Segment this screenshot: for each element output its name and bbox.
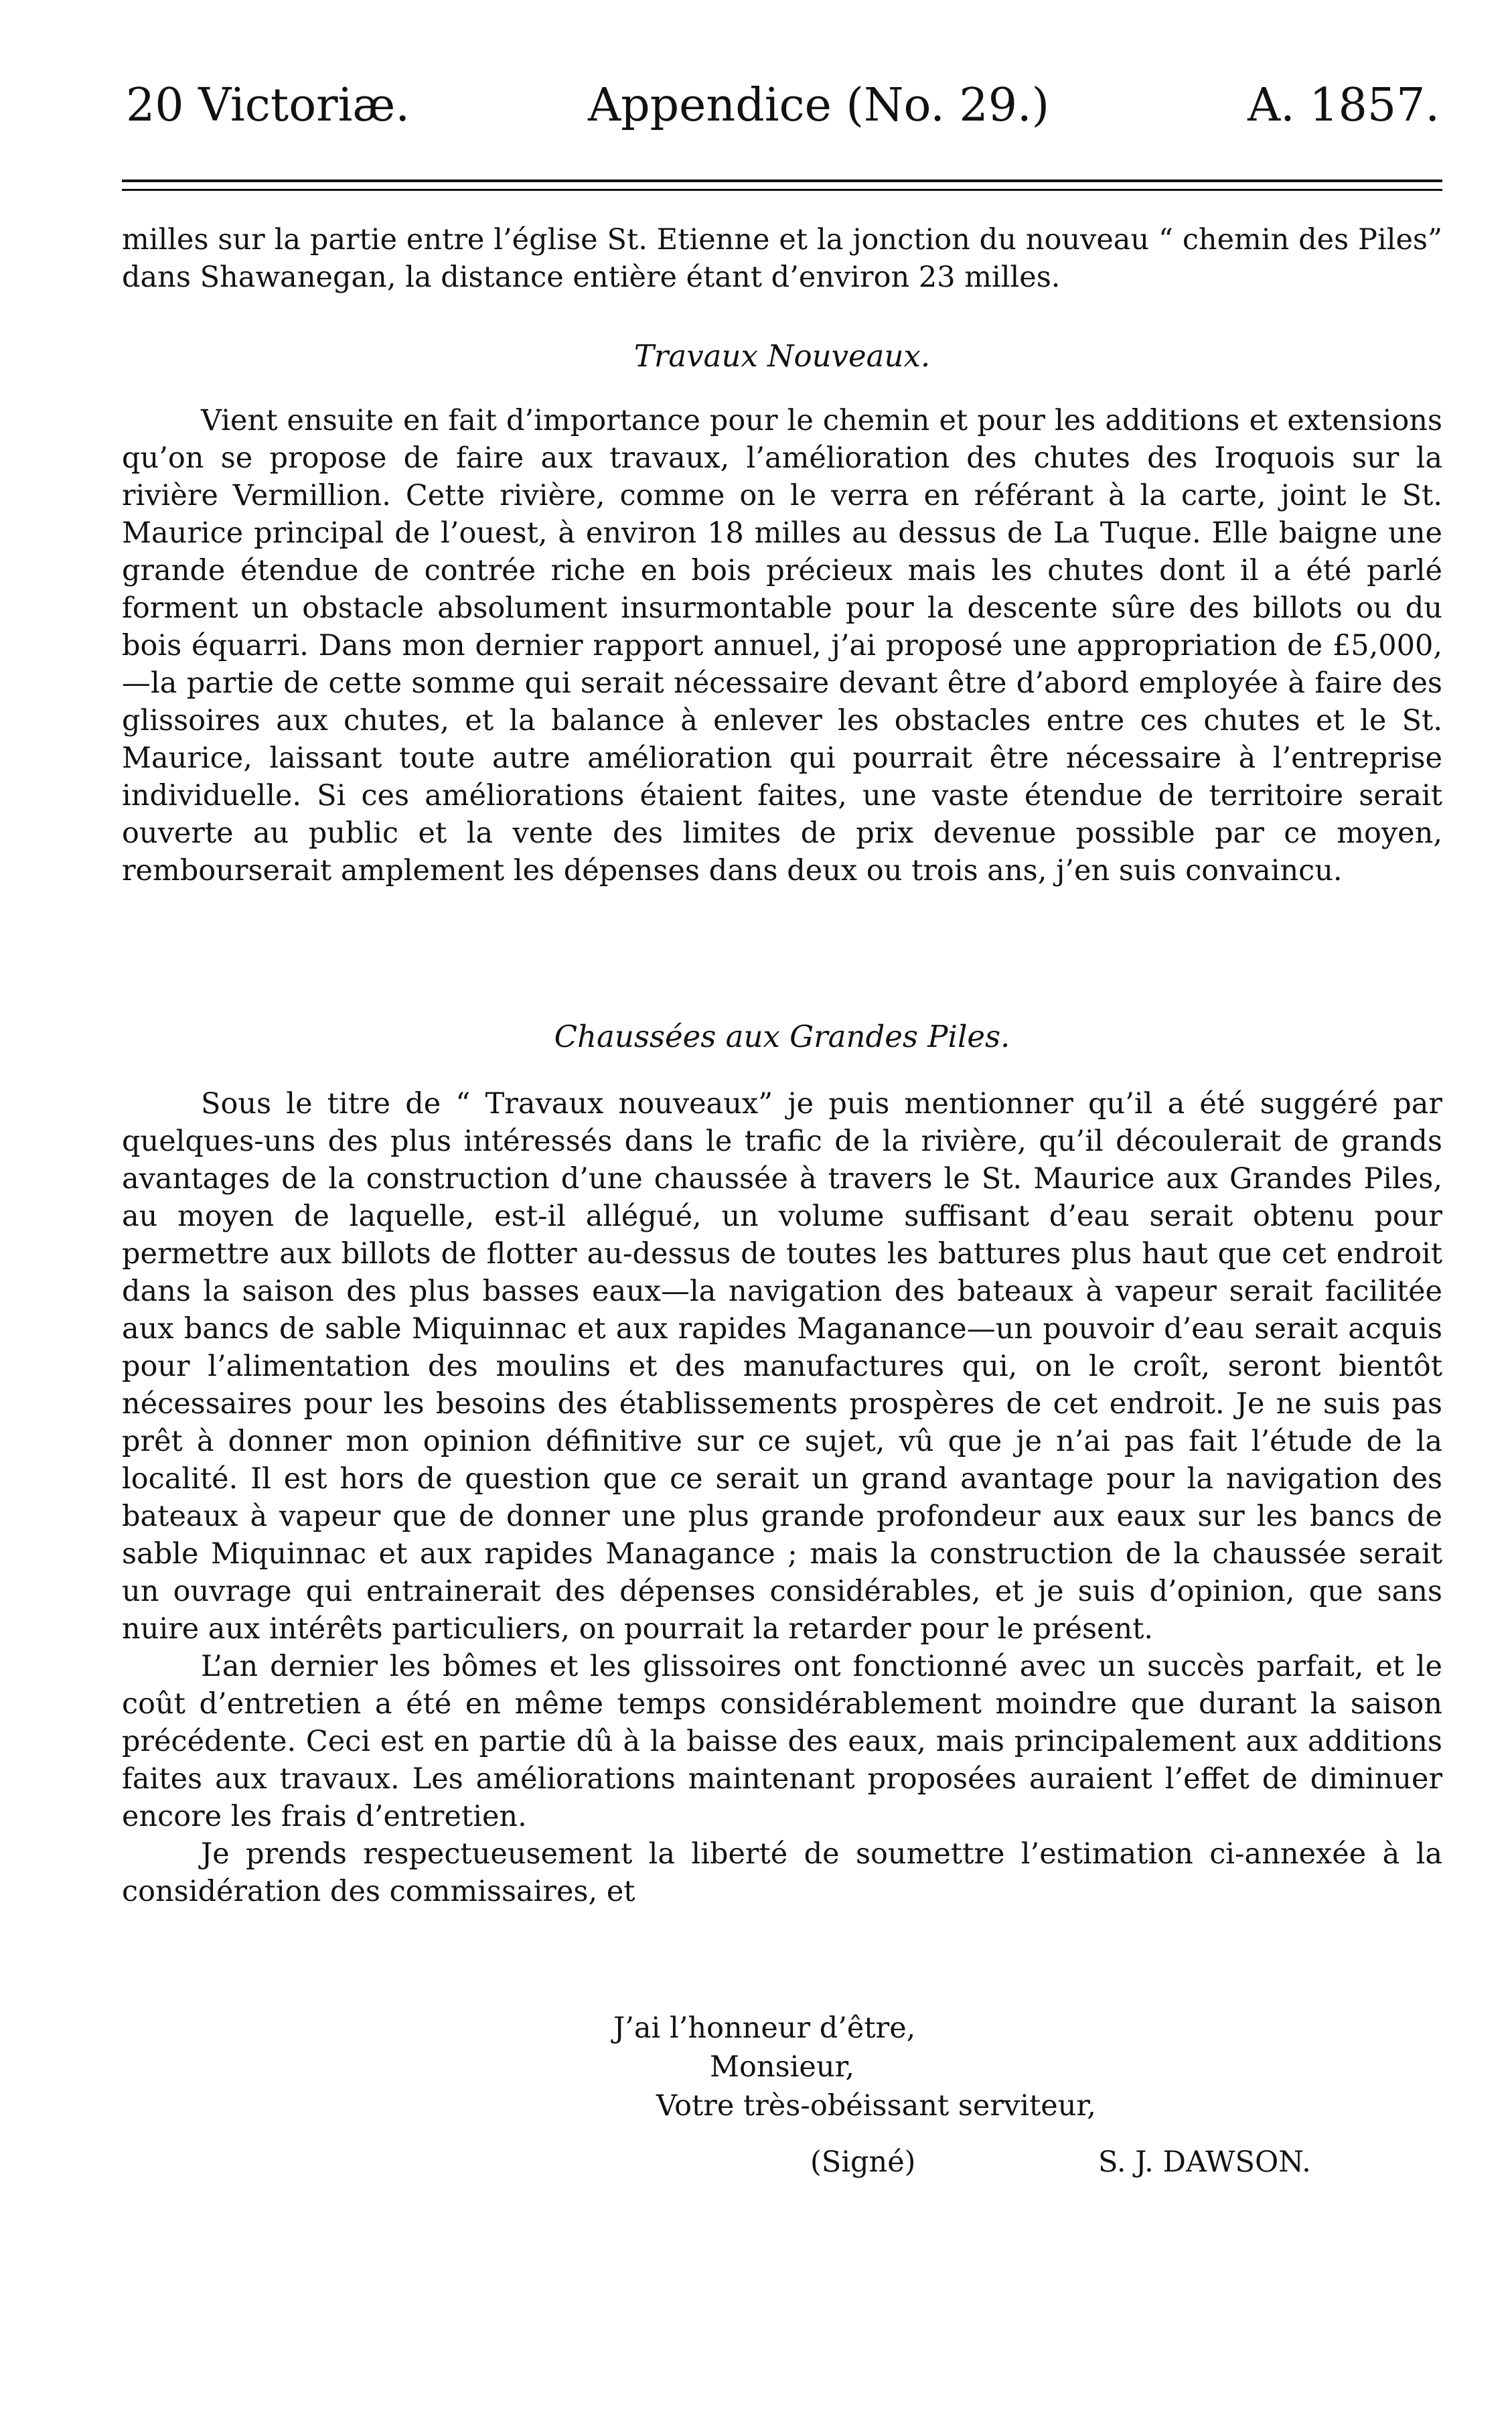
closing-servant-line: Votre très-obéissant serviteur, bbox=[656, 2089, 1096, 2123]
signed-label: (Signé) bbox=[810, 2145, 916, 2179]
running-header bbox=[126, 72, 1440, 139]
intro-paragraph: milles sur la partie entre l’église St. Etienne et la jonction du nouveau “ chemin des Piles” dans Shawanegan, la distance entière étant d’environ 23 milles. bbox=[122, 223, 1442, 294]
signatory-name: S. J. DAWSON. bbox=[1098, 2145, 1311, 2179]
header-appendix-number: Appendice (No. 29.) bbox=[588, 79, 1050, 132]
paragraph-estimation: Je prends respectueusement la liberté de soumettre l’estimation ci-annexée à la considération des commissaires, et bbox=[122, 1837, 1442, 1908]
header-year: A. 1857. bbox=[1247, 79, 1440, 132]
section-travaux-nouveaux bbox=[122, 402, 1442, 890]
paragraph-bomes-glissoires: L’an dernier les bômes et les glissoires ont fonctionné avec un succès parfait, et le coût d’entretien a été en même temps considérablement moindre que durant la saison précédente. Ceci est en partie dû à la baisse des eaux, mais principalement aux additions faites aux travaux. Les améliorations maintenant proposées auraient l’effet de diminuer encore les frais d’entretien. bbox=[122, 1650, 1442, 1833]
closing-salutation: Monsieur, bbox=[710, 2050, 855, 2084]
header-rule-top bbox=[122, 180, 1442, 182]
closing-honour-line: J’ai l’honneur d’être, bbox=[613, 2011, 916, 2045]
header-regnal-year: 20 Victoriæ. bbox=[126, 79, 410, 132]
section-chaussees bbox=[122, 1085, 1442, 1910]
section-title-chaussees: Chaussées aux Grandes Piles. bbox=[554, 1019, 1010, 1054]
intro-block bbox=[122, 221, 1442, 296]
paragraph-travaux-nouveaux: Vient ensuite en fait d’importance pour le chemin et pour les additions et extensions qu’on se propose de faire aux travaux, l’amélioration des chutes des Iroquois sur la rivière Vermillion. Cette rivière, comme on le verra en référant à la carte, joint le St. Maurice principal de l’ouest, à environ 18 milles au dessus de La Tuque. Elle baigne une grande étendue de contrée riche en bois précieux mais les chutes dont il a été parlé forment un obstacle absolument insurmontable pour la descente sûre des billots ou du bois équarri. Dans mon dernier rapport annuel, j’ai proposé une appropriation de £5,000,—la partie de cette somme qui serait nécessaire devant être d’abord employée à faire des glissoires aux chutes, et la balance à enlever les obstacles entre ces chutes et le St. Maurice, laissant toute autre amélioration qui pourrait être nécessaire à l’entreprise individuelle. Si ces améliorations étaient faites, une vaste étendue de territoire serait ouverte au public et la vente des limites de prix devenue possible par ce moyen, rembourserait amplement les dépenses dans deux ou trois ans, j’en suis convaincu. bbox=[122, 404, 1442, 887]
section-title-travaux-nouveaux: Travaux Nouveaux. bbox=[633, 338, 931, 374]
header-rule-bottom bbox=[122, 189, 1442, 191]
paragraph-chaussee-proposal: Sous le titre de “ Travaux nouveaux” je puis mentionner qu’il a été suggéré par quelques-uns des plus intéressés dans le trafic de la rivière, qu’il découlerait de grands avantages de la construction d’une chaussée à travers le St. Maurice aux Grandes Piles, au moyen de laquelle, est-il allégué, un volume suffisant d’eau serait obtenu pour permettre aux billots de flotter au-dessus de toutes les battures plus haut que cet endroit dans la saison des plus basses eaux—la navigation des bateaux à vapeur serait facilitée aux bancs de sable Miquinnac et aux rapides Maganance—un pouvoir d’eau serait acquis pour l’alimentation des moulins et des manufactures qui, on le croît, seront bientôt nécessaires pour les besoins des établissements prospères de cet endroit. Je ne suis pas prêt à donner mon opinion définitive sur ce sujet, vû que je n’ai pas fait l’étude de la localité. Il est hors de question que ce serait un grand avantage pour la navigation des bateaux à vapeur que de donner une plus grande profondeur aux eaux sur les bancs de sable Miquinnac et aux rapides Managance ; mais la construction de la chaussée serait un ouvrage qui entrainerait des dépenses considérables, et je suis d’opinion, que sans nuire aux intérêts particuliers, on pourrait la retarder pour le présent. bbox=[122, 1087, 1442, 1646]
